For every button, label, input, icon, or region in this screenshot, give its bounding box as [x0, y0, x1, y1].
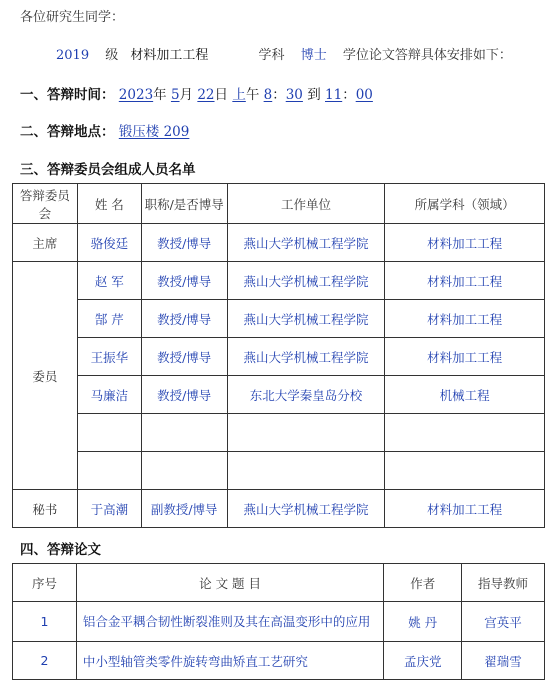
member-title: 教授/博导 [141, 376, 227, 414]
table-row [13, 602, 545, 642]
member-unit: 东北大学秦皇岛分校 [227, 376, 385, 414]
member-name [77, 414, 141, 452]
time-ampm-unit: 午 [245, 87, 260, 103]
thesis-advisor: 翟瑞雪 [462, 642, 545, 680]
member-name: 郜 芹 [77, 300, 141, 338]
greeting: 各位研究生同学： [20, 10, 125, 25]
thesis-no: 1 [13, 602, 77, 642]
section2-label: 二、答辩地点： [20, 124, 115, 140]
location: 锻压楼 209 [118, 124, 190, 140]
section2-line [20, 120, 189, 140]
member-unit [227, 452, 385, 490]
committee-header-row [13, 184, 545, 224]
intro-degree: 博士 [300, 48, 327, 63]
header-thesis-title: 论 文 题 目 [76, 564, 383, 602]
section1-label: 一、答辩时间： [20, 87, 115, 103]
thesis-table [12, 563, 545, 680]
member-unit: 燕山大学机械工程学院 [227, 338, 385, 376]
member-field: 机械工程 [385, 376, 545, 414]
member-field: 材料加工工程 [385, 338, 545, 376]
thesis-title: 铝合金平耦合韧性断裂准则及其在高温变形中的应用 [76, 602, 383, 642]
thesis-header-row [13, 564, 545, 602]
table-row [13, 262, 545, 300]
member-title: 副教授/博导 [141, 490, 227, 528]
member-name: 王振华 [77, 338, 141, 376]
member-unit [227, 414, 385, 452]
member-field [385, 414, 545, 452]
section3-label: 三、答辩委员会组成人员名单 [20, 162, 196, 178]
member-name: 骆俊廷 [77, 224, 141, 262]
header-unit: 工作单位 [227, 184, 385, 224]
header-author: 作者 [384, 564, 462, 602]
time-year: 2023 [118, 87, 154, 103]
role-chair: 主席 [13, 224, 78, 262]
intro-subject-word: 学科 [258, 48, 285, 63]
intro-major: 材料加工工程 [130, 48, 209, 63]
member-field: 材料加工工程 [385, 300, 545, 338]
time-month: 5 [170, 87, 180, 103]
intro-year: 2019 [56, 48, 90, 63]
header-no: 序号 [13, 564, 77, 602]
intro-line [56, 44, 512, 63]
time-ampm: 上 [232, 87, 246, 103]
time-day-unit: 日 [214, 87, 229, 103]
time-to: 到 [307, 87, 321, 103]
time-start-minute: 30 [285, 87, 303, 103]
member-field: 材料加工工程 [385, 224, 545, 262]
member-title: 教授/博导 [141, 224, 227, 262]
time-end-hour: 11 [325, 87, 343, 103]
header-committee: 答辩委员会 [13, 184, 78, 224]
table-row [13, 224, 545, 262]
header-title: 职称/是否博导 [141, 184, 227, 224]
time-day: 22 [197, 87, 215, 103]
role-secretary: 秘书 [13, 490, 78, 528]
header-field: 所属学科（领域） [385, 184, 545, 224]
thesis-title: 中小型轴管类零件旋转弯曲矫直工艺研究 [76, 642, 383, 680]
member-name: 于高潮 [77, 490, 141, 528]
header-advisor: 指导教师 [462, 564, 545, 602]
member-title: 教授/博导 [141, 338, 227, 376]
member-field: 材料加工工程 [385, 490, 545, 528]
thesis-advisor: 宫英平 [462, 602, 545, 642]
time-colon-1: ： [272, 87, 286, 103]
time-start-hour: 8 [263, 87, 273, 103]
table-row [13, 414, 545, 452]
intro-grade-word: 级 [105, 48, 119, 63]
committee-table [12, 183, 545, 528]
member-title: 教授/博导 [141, 300, 227, 338]
member-name [77, 452, 141, 490]
thesis-author: 孟庆党 [384, 642, 462, 680]
table-row [13, 338, 545, 376]
thesis-no: 2 [13, 642, 77, 680]
member-unit: 燕山大学机械工程学院 [227, 262, 385, 300]
table-row [13, 490, 545, 528]
role-member: 委员 [13, 262, 78, 490]
thesis-author: 姚 丹 [384, 602, 462, 642]
member-unit: 燕山大学机械工程学院 [227, 224, 385, 262]
table-row [13, 452, 545, 490]
member-unit: 燕山大学机械工程学院 [227, 300, 385, 338]
member-field [385, 452, 545, 490]
member-field: 材料加工工程 [385, 262, 545, 300]
time-colon-2: ： [342, 87, 356, 103]
section4-label: 四、答辩论文 [20, 542, 101, 558]
table-row [13, 642, 545, 680]
member-name: 马廉洁 [77, 376, 141, 414]
section1-line [20, 83, 373, 103]
member-title [141, 414, 227, 452]
member-name: 赵 军 [77, 262, 141, 300]
table-row [13, 300, 545, 338]
intro-tail: 学位论文答辩具体安排如下： [342, 48, 512, 63]
table-row [13, 376, 545, 414]
member-unit: 燕山大学机械工程学院 [227, 490, 385, 528]
time-end-minute: 00 [355, 87, 373, 103]
time-year-unit: 年 [153, 87, 167, 103]
member-title [141, 452, 227, 490]
time-month-unit: 月 [179, 87, 194, 103]
header-name: 姓 名 [77, 184, 141, 224]
member-title: 教授/博导 [141, 262, 227, 300]
